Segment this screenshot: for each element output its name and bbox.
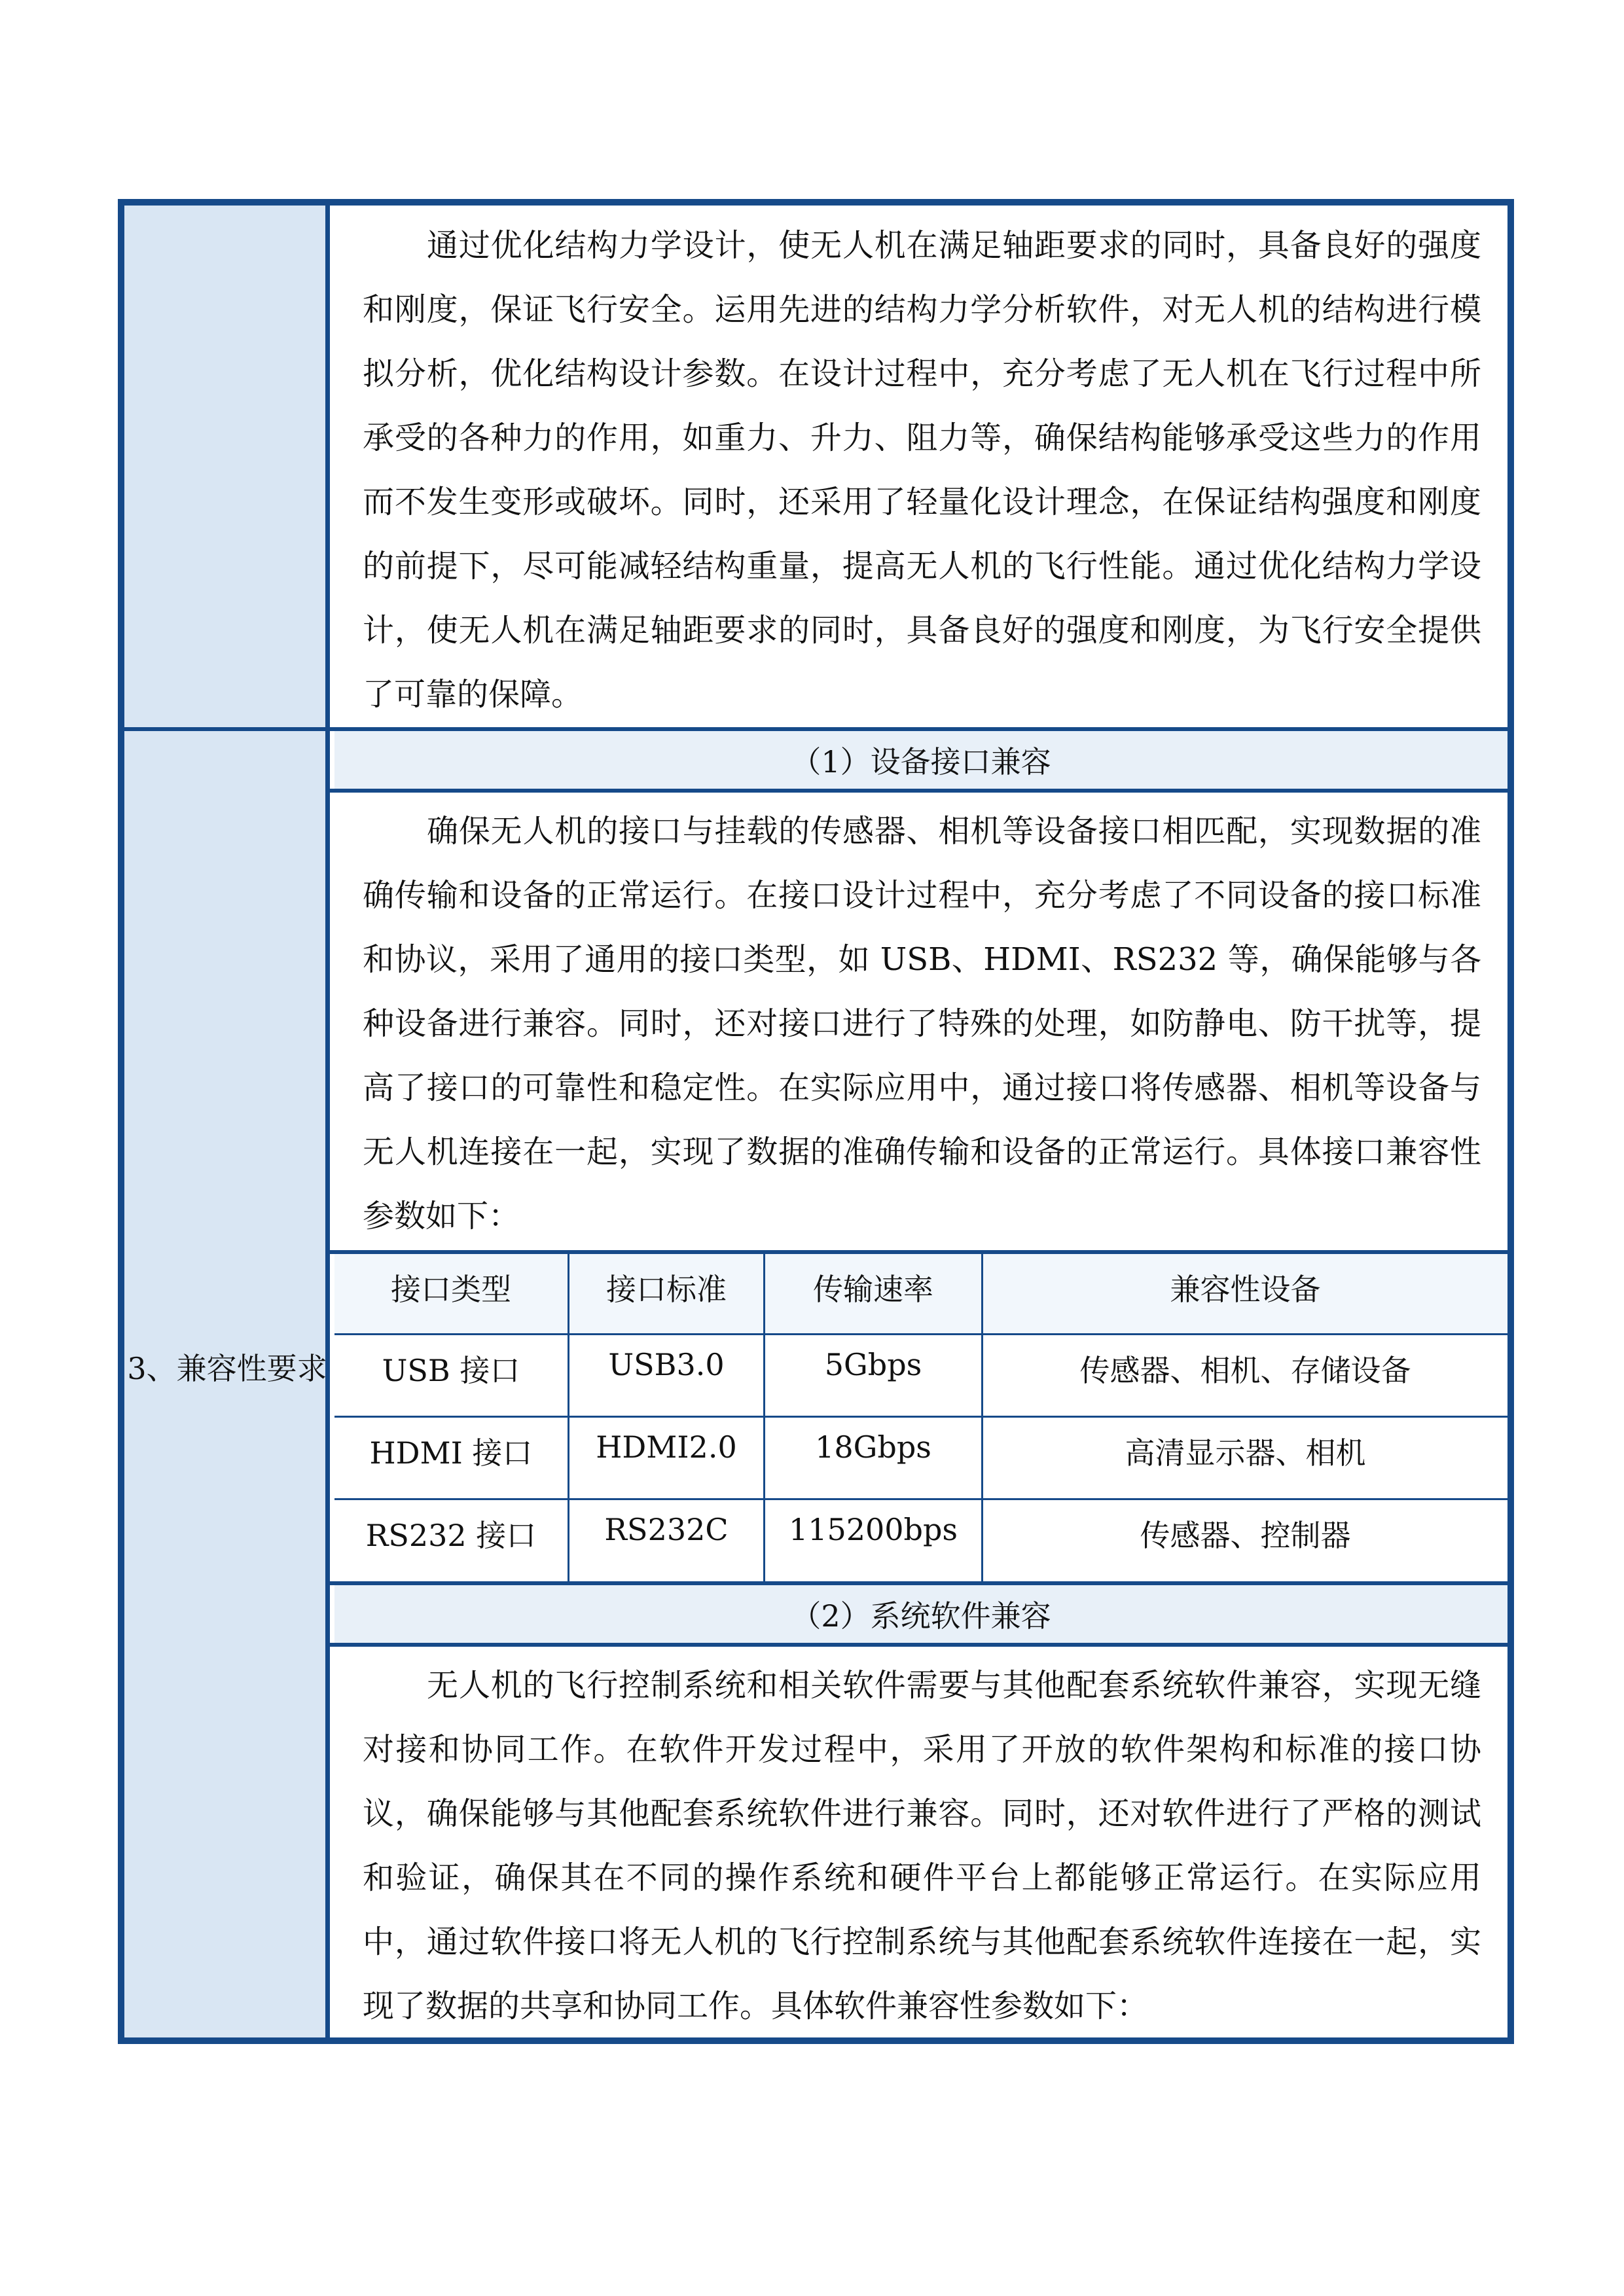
table-cell: HDMI 接口 [334,1418,569,1500]
table-cell: 5Gbps [765,1335,983,1418]
table-cell: 高清显示器、相机 [983,1418,1507,1500]
th-rate: 传输速率 [765,1254,983,1335]
divider [330,1643,1507,1647]
structure-paragraph: 通过优化结构力学设计，使无人机在满足轴距要求的同时，具备良好的强度和刚度，保证飞行安全。运用先进的结构力学分析软件，对无人机的结构进行模拟分析，优化结构设计参数。在设计过程中，充分考虑了无人机在飞行过程中所承受的各种力的作用，如重力、升力、阻力等，确保结构能够承受这些力的作用而不发生变形或破坏。同时，还采用了轻量化设计理念，在保证结构强度和刚度的前提下，尽可能减轻结构重量，提高无人机的飞行性能。通过优化结构力学设计，使无人机在满足轴距要求的同时，具备良好的强度和刚度，为飞行安全提供了可靠的保障。 [363,227,1481,713]
section-header-software: （2）系统软件兼容 [334,1585,1507,1643]
section-header-interface: （1）设备接口兼容 [334,731,1507,789]
th-devices: 兼容性设备 [983,1254,1507,1335]
row-label-compatibility: 3、兼容性要求 [127,1351,327,1386]
table-cell: 115200bps [765,1500,983,1581]
table-cell: USB 接口 [334,1335,569,1418]
table-cell: USB3.0 [569,1335,765,1418]
table-cell: RS232 接口 [334,1500,569,1581]
table-cell: HDMI2.0 [569,1418,765,1500]
requirements-table [118,199,1514,2044]
table-cell: 传感器、控制器 [1140,1518,1351,1553]
interface-paragraph: 确保无人机的接口与挂载的传感器、相机等设备接口相匹配，实现数据的准确传输和设备的正常运行。在接口设计过程中，充分考虑了不同设备的接口标准和协议，采用了通用的接口类型，如 USB、HDMI、RS232 等，确保能够与各种设备进行兼容。同时，还对接口进行了特殊的处理，如防静电、防干扰等，提高了接口的可靠性和稳定性。在实际应用中，通过接口将传感器、相机等设备与无人机连接在一起，实现了数据的准确传输和设备的正常运行。具体接口兼容性参数如下： [363,813,1481,1234]
th-standard: 接口标准 [569,1254,765,1335]
table-cell: RS232C [569,1500,765,1581]
table-cell: 18Gbps [765,1418,983,1500]
th-type: 接口类型 [334,1254,569,1335]
divider [330,789,1507,793]
software-paragraph: 无人机的飞行控制系统和相关软件需要与其他配套系统软件兼容，实现无缝对接和协同工作。在软件开发过程中，采用了开放的软件架构和标准的接口协议，确保能够与其他配套系统软件进行兼容。同时，还对软件进行了严格的测试和验证，确保其在不同的操作系统和硬件平台上都能够正常运行。在实际应用中，通过软件接口将无人机的飞行控制系统与其他配套系统软件连接在一起，实现了数据的共享和协同工作。具体软件兼容性参数如下： [363,1667,1481,2024]
label-column [124,206,330,2037]
table-cell: 传感器、相机、存储设备 [983,1335,1507,1418]
